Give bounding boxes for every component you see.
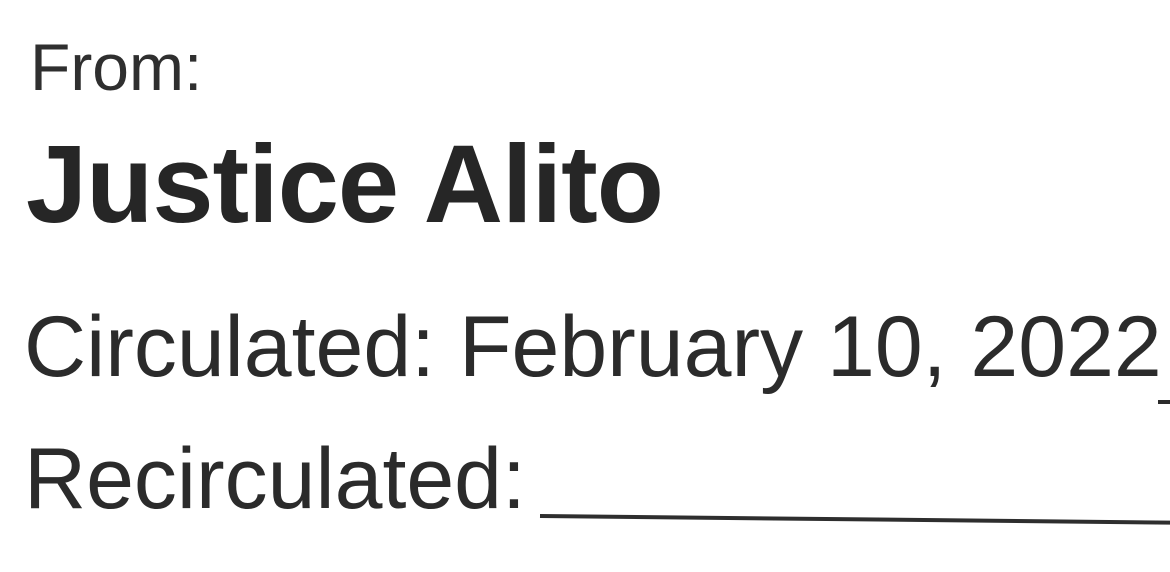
- recirculated-blank-line: [540, 514, 1170, 525]
- circulated-label: Circulated:: [24, 299, 436, 395]
- circulated-row: [24, 299, 1162, 395]
- circulated-underline: [1158, 400, 1170, 404]
- signer-name: Justice Alito: [26, 123, 663, 246]
- recirculated-label: Recirculated:: [24, 431, 526, 527]
- circulated-date: February 10, 2022: [458, 299, 1162, 395]
- from-label: From:: [30, 30, 203, 104]
